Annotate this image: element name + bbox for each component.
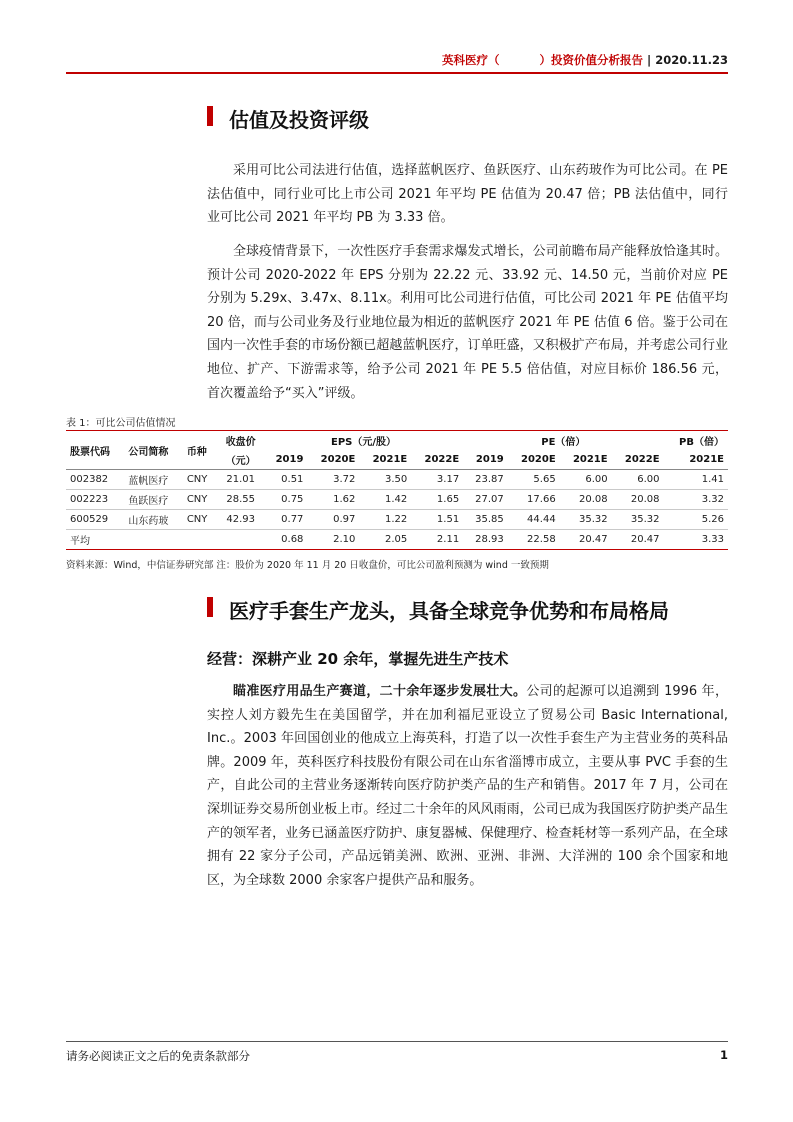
header-company: 英科医疗（	[442, 53, 500, 67]
header-currency: 币种	[186, 446, 207, 458]
cell-eps: 3.72	[333, 474, 356, 485]
cell-name	[124, 530, 182, 550]
table-row	[66, 470, 728, 490]
cell-eps: 1.62	[333, 494, 356, 505]
header-name: 公司简称	[128, 446, 169, 458]
cell-eps: 3.17	[436, 474, 460, 485]
cell-code: 002223	[70, 494, 109, 505]
cell-name: 鱼跃医疗	[128, 496, 169, 507]
cell-pb: 1.41	[701, 474, 724, 485]
page-number: 1	[719, 1048, 728, 1062]
cell-pe: 35.85	[475, 514, 504, 525]
cell-name: 蓝帆医疗	[128, 476, 169, 487]
cell-currency: CNY	[186, 474, 208, 485]
cell-currency: CNY	[186, 514, 208, 525]
header-code: 股票代码	[70, 446, 110, 458]
cell-pe: 44.44	[527, 514, 556, 525]
cell-eps: 0.51	[281, 474, 304, 485]
cell-eps: 3.50	[385, 474, 408, 485]
cell-pe: 6.00	[585, 474, 608, 485]
header-rule	[66, 72, 728, 74]
section-title-gloves: 医疗手套生产龙头，具备全球竞争优势和布局格局	[229, 599, 669, 623]
cell-eps: 0.75	[281, 494, 304, 505]
business-paragraph	[207, 680, 728, 892]
cell-pe: 5.65	[533, 474, 556, 485]
header-price: 收盘价	[225, 437, 256, 448]
cell-eps: 2.11	[436, 534, 460, 545]
footer-disclaimer: 请务必阅读正文之后的免责条款部分	[66, 1049, 250, 1063]
cell-pe: 20.08	[630, 494, 660, 505]
cell-name: 山东药玻	[128, 516, 169, 527]
header-pe-year: 2021E	[572, 454, 608, 465]
lead-sentence: 瞄准医疗用品生产赛道，二十余年逐步发展壮大。	[233, 684, 527, 699]
cell-price	[218, 530, 264, 550]
page-header	[66, 52, 728, 70]
section-title-valuation: 估值及投资评级	[229, 108, 369, 132]
header-pe-year: 2019	[475, 454, 504, 465]
table-source: 资料来源：Wind，中信证券研究部 注：股价为 2020 年 11 月 20 日收盘价，可比公司盈利预测为 wind 一致预期	[66, 560, 549, 571]
header-separator: |	[647, 53, 652, 67]
table-row	[66, 510, 728, 530]
cell-pe: 20.47	[578, 534, 608, 545]
cell-code: 002382	[70, 474, 109, 485]
cell-price: 42.93	[226, 514, 256, 525]
cell-pe: 20.08	[578, 494, 608, 505]
cell-pe: 35.32	[630, 514, 660, 525]
header-price-unit: （元）	[225, 456, 256, 467]
header-eps-year: 2019	[275, 454, 304, 465]
header-date: 2020.11.23	[655, 53, 728, 67]
header-report-title: ）投资价值分析报告	[539, 53, 643, 67]
cell-eps: 2.05	[385, 534, 408, 545]
cell-pb: 3.33	[701, 534, 724, 545]
table-row	[66, 490, 728, 510]
cell-pe: 22.58	[527, 534, 556, 545]
cell-currency: CNY	[186, 494, 208, 505]
cell-price: 28.55	[226, 494, 256, 505]
cell-pe: 17.66	[527, 494, 556, 505]
footer-rule	[66, 1041, 728, 1042]
cell-eps: 0.68	[281, 534, 304, 545]
header-eps-year: 2022E	[424, 454, 460, 465]
cell-eps: 0.97	[333, 514, 356, 525]
cell-currency	[183, 530, 218, 550]
cell-pe: 23.87	[475, 474, 504, 485]
cell-eps: 1.65	[436, 494, 460, 505]
header-eps-year: 2020E	[320, 454, 356, 465]
cell-eps: 1.51	[436, 514, 460, 525]
cell-price: 21.01	[226, 474, 256, 485]
header-pb-year: 2021E	[689, 454, 724, 465]
cell-pe: 35.32	[578, 514, 608, 525]
subsection-title: 经营：深耕产业 20 余年，掌握先进生产技术	[207, 650, 509, 668]
header-eps: EPS（元/股）	[330, 437, 396, 448]
valuation-paragraph-1: 采用可比公司法进行估值，选择蓝帆医疗、鱼跃医疗、山东药玻作为可比公司。在 PE 法估值中，同行业可比上市公司 2021 年平均 PE 估值为 20.47 倍；PB 法估值中，同行业可比公司 2021 年平均 PB 为 3.33 倍。	[207, 163, 728, 226]
cell-eps: 1.42	[385, 494, 408, 505]
header-pe: PE（倍）	[541, 437, 586, 448]
cell-eps: 0.77	[281, 514, 304, 525]
valuation-table	[66, 430, 728, 550]
cell-pe: 28.93	[475, 534, 504, 545]
cell-code: 平均	[70, 536, 90, 547]
header-eps-year: 2021E	[372, 454, 408, 465]
header-pb: PB（倍）	[679, 437, 724, 448]
cell-pb: 5.26	[701, 514, 724, 525]
valuation-paragraph-2: 全球疫情背景下，一次性医疗手套需求爆发式增长，公司前瞻布局产能释放恰逢其时。预计公司 2020-2022 年 EPS 分别为 22.22 元、33.92 元、14.50 元，当前价对应 PE 分别为 5.29x、3.47x、8.11x。利用可比公司进行估值，可比公司 2021 年 PE 估值平均 20 倍，而与公司业务及行业地位最为相近的蓝帆医疗 2021 年 PE 估值 6 倍。鉴于公司在国内一次性手套的市场份额已超越蓝帆医疗，订单旺盛，又积极扩产布局，并考虑公司行业地位、扩产、下游需求等，给予公司 2021 年 PE 5.5 倍估值，对应目标价 186.56 元，首次覆盖给予“买入”评级。	[207, 244, 728, 401]
cell-pe: 20.47	[630, 534, 660, 545]
cell-pe: 6.00	[637, 474, 660, 485]
header-pe-year: 2022E	[624, 454, 660, 465]
cell-code: 600529	[70, 514, 109, 525]
business-body: 公司的起源可以追溯到 1996 年，实控人刘方毅先生在美国留学，并在加利福尼亚设立了贸易公司 Basic International, Inc.。2003 年回国创业的他成立上海英科，打造了以一次性手套生产为主营业务的英科品牌。2009 年，英科医疗科技股份有限公司在山东省淄博市成立，主要从事 PVC 手套的生产，自此公司的主营业务逐渐转向医疗防护类产品的生产和销售。2017 年 7 月，公司在深圳证券交易所创业板上市。经过二十余年的风风雨雨，公司已成为我国医疗防护类产品生产的领军者，业务已涵盖医疗防护、康复器械、保健理疗、检查耗材等一系列产品，在全球拥有 22 家分子公司，产品远销美洲、欧洲、亚洲、非洲、大洋洲的 100 余个国家和地区，为全球数 2000 余家客户提供产品和服务。	[207, 684, 728, 888]
table-caption: 表 1：可比公司估值情况	[66, 418, 176, 429]
header-pe-year: 2020E	[521, 454, 556, 465]
cell-eps: 1.22	[385, 514, 408, 525]
cell-pb: 3.32	[701, 494, 724, 505]
cell-eps: 2.10	[333, 534, 356, 545]
cell-pe: 27.07	[475, 494, 504, 505]
table-row-average	[66, 530, 728, 550]
